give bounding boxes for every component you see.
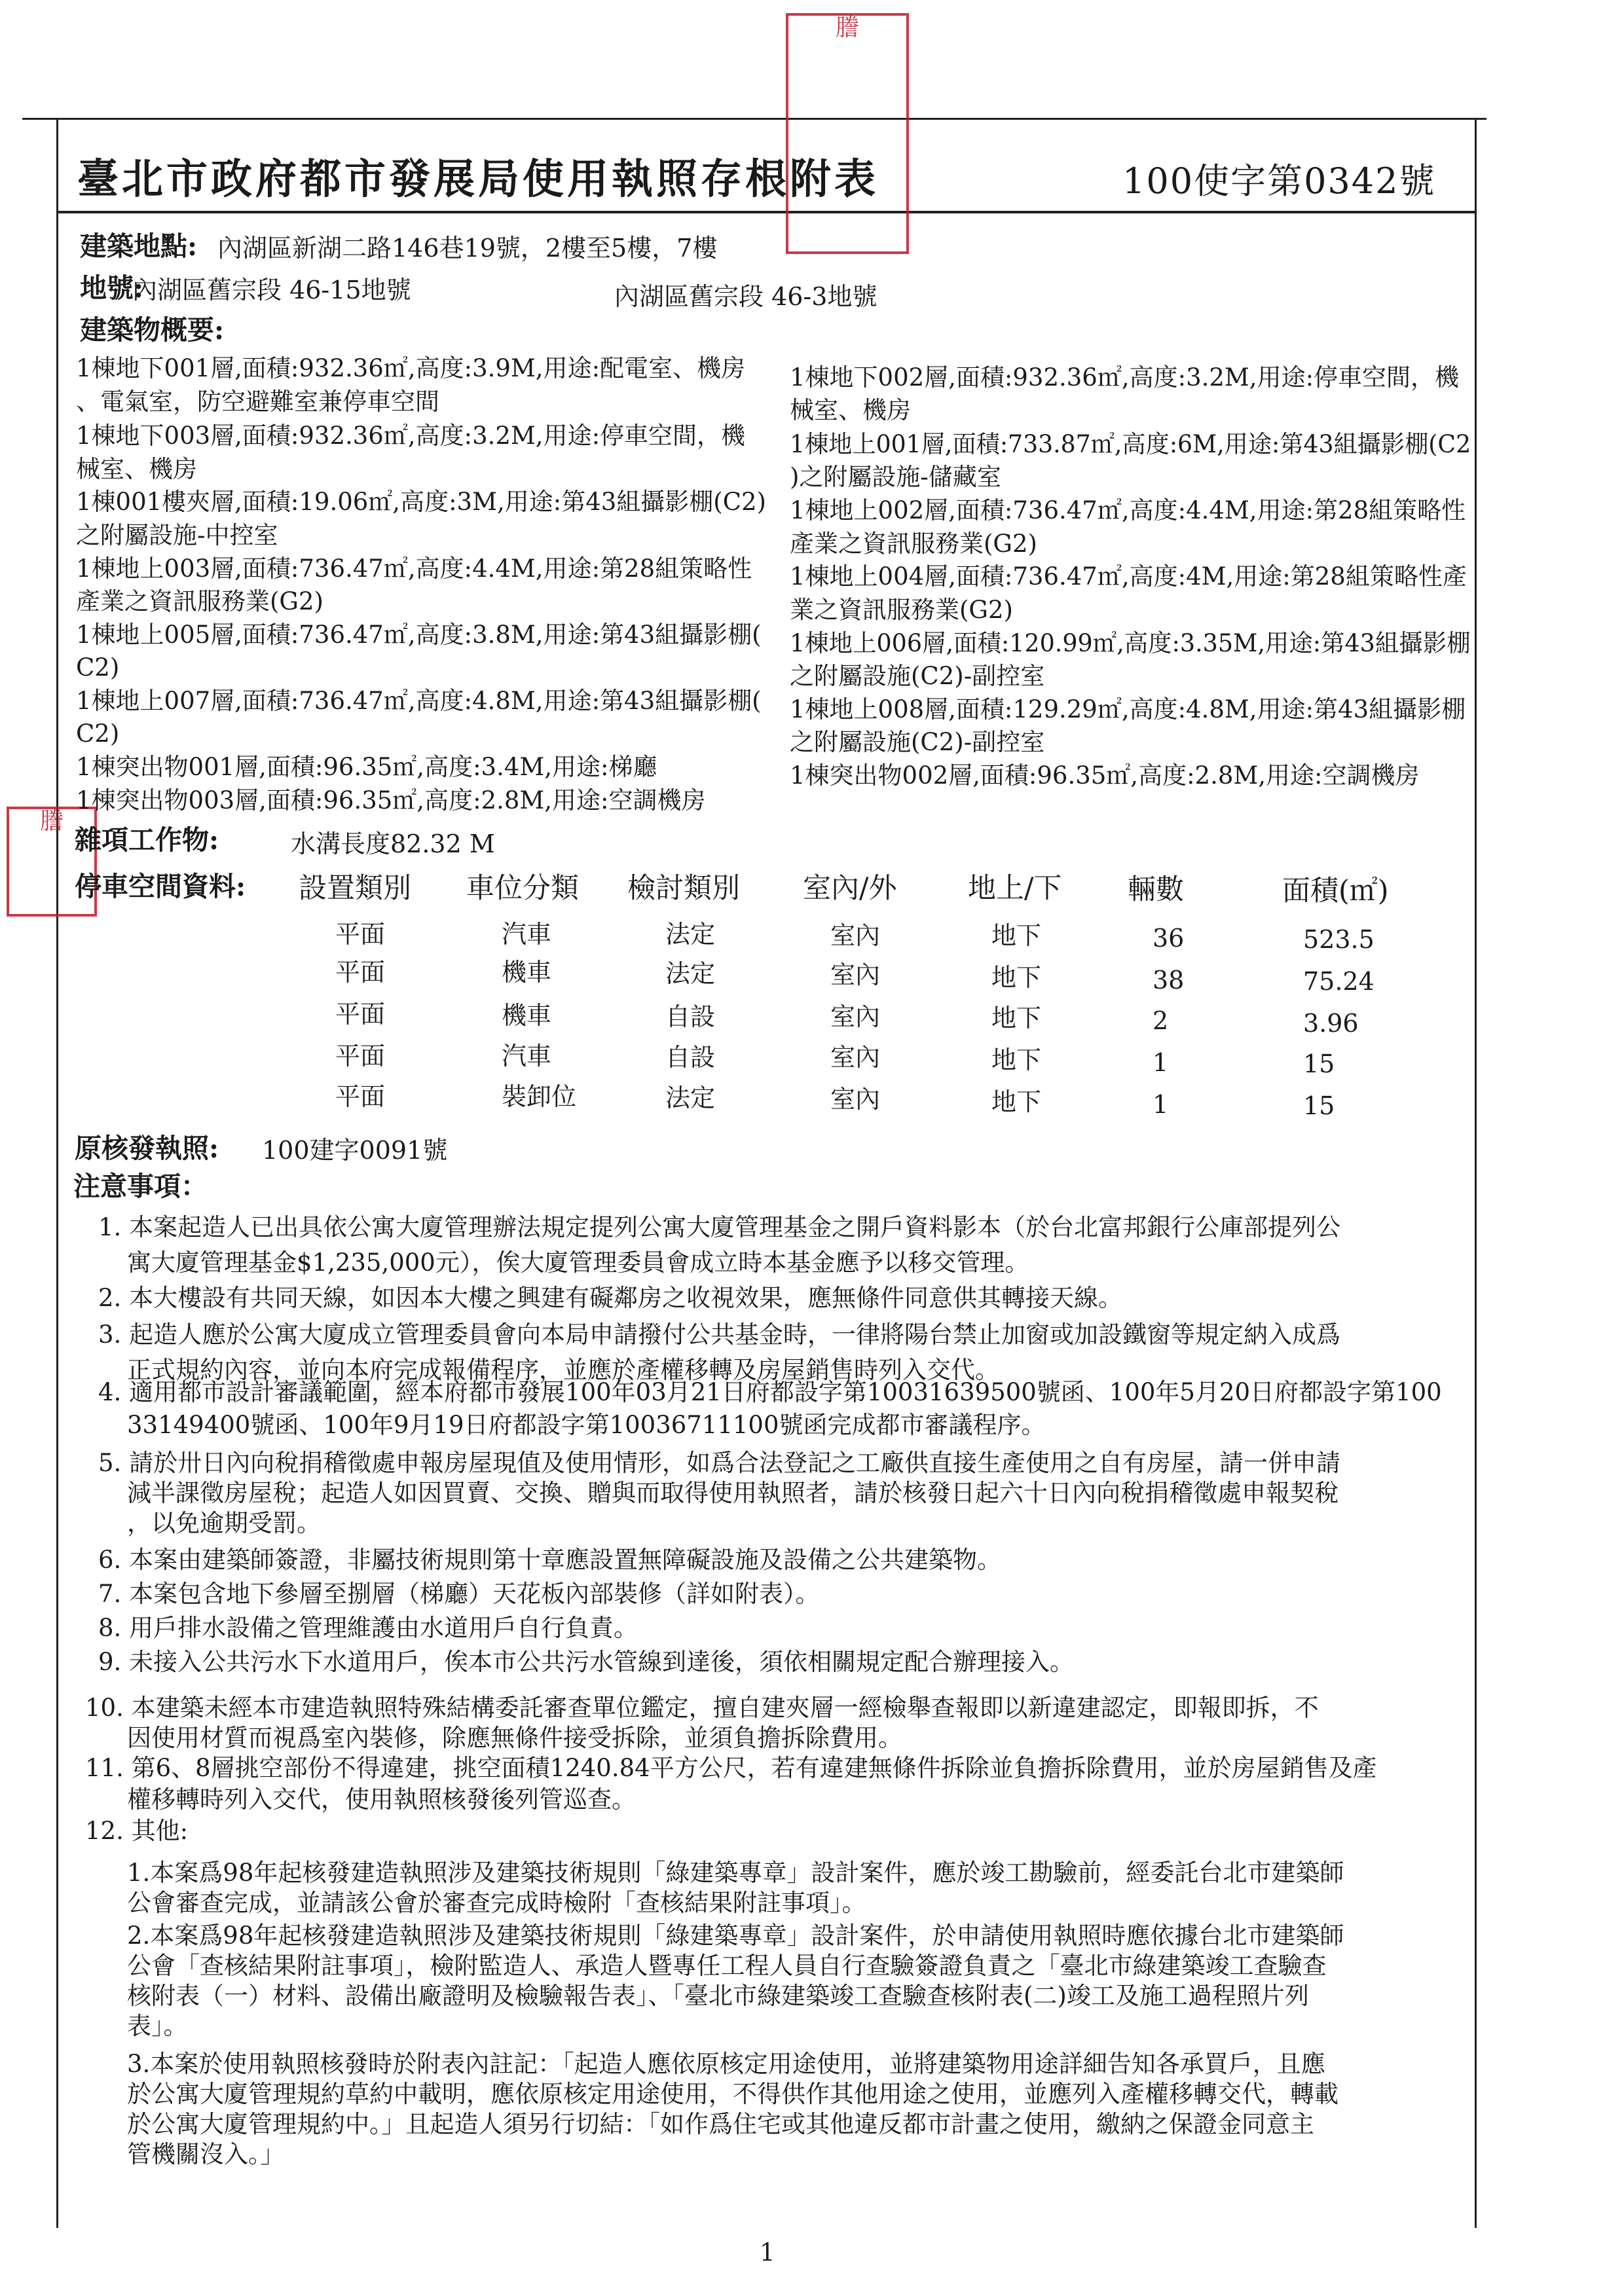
summary-left-line: 1棟地上005層,面積:736.47㎡,高度:3.8M,用途:第43組攝影棚( bbox=[76, 621, 762, 649]
parking-cell: 室內 bbox=[830, 1085, 881, 1114]
note-line: 核附表（一）材料、設備出廠證明及檢驗報告表」、「臺北市綠建築竣工查驗查核附表(二)竣工及施工過程照片列 bbox=[127, 1982, 1309, 2010]
note-line: 於公寓大廈管理規約草約中載明，應依原核定用途使用，不得供作其他用途之使用，並應列入產權移轉交代，轉載 bbox=[127, 2080, 1338, 2108]
parking-cell: 523.5 bbox=[1303, 925, 1375, 954]
summary-left-line: C2) bbox=[76, 720, 120, 748]
parking-cell: 自設 bbox=[665, 1043, 716, 1072]
parking-header-cell: 輛數 bbox=[1128, 873, 1184, 906]
parking-cell: 地下 bbox=[991, 1087, 1042, 1116]
summary-left-line: 1棟地下003層,面積:932.36㎡,高度:3.2M,用途:停車空間，機 bbox=[76, 422, 746, 450]
parking-cell: 汽車 bbox=[502, 1042, 552, 1070]
parking-cell: 法定 bbox=[665, 920, 716, 949]
summary-left-line: 、電氣室，防空避難室兼停車空間 bbox=[76, 388, 439, 416]
parking-header-cell: 室內/外 bbox=[803, 872, 897, 905]
note-line: 2.本案爲98年起核發建造執照涉及建築技術規則「綠建築專章」設計案件，於申請使用執照時應依據台北市建築師 bbox=[127, 1922, 1344, 1950]
parking-cell: 機車 bbox=[502, 1001, 552, 1030]
note-line: 3.本案於使用執照核發時於附表內註記：「起造人應依原核定用途使用，並將建築物用途詳細告知各承買戶，且應 bbox=[127, 2050, 1325, 2078]
note-line: 權移轉時列入交代，使用執照核發後列管巡查。 bbox=[127, 1785, 636, 1813]
parking-cell: 室內 bbox=[830, 1043, 881, 1072]
summary-left-line: 械室、機房 bbox=[76, 455, 197, 483]
summary-right-line: 械室、機房 bbox=[790, 396, 911, 424]
summary-left-line: 1棟001樓夾層,面積:19.06㎡,高度:3M,用途:第43組攝影棚(C2) bbox=[76, 488, 766, 516]
parking-cell: 2 bbox=[1153, 1006, 1169, 1035]
parking-cell: 1 bbox=[1153, 1090, 1169, 1119]
frame-top bbox=[22, 118, 1486, 120]
misc-value: 水溝長度82.32 M bbox=[291, 829, 495, 858]
summary-right-line: )之附屬設施-儲藏室 bbox=[790, 463, 1001, 491]
parking-label: 停車空間資料: bbox=[75, 871, 246, 902]
note-line: 1. 本案起造人已出具依公寓大廈管理辦法規定提列公寓大廈管理基金之開戶資料影本（於台北富邦銀行公庫部提列公 bbox=[98, 1213, 1341, 1241]
note-line: ，以免逾期受罰。 bbox=[127, 1509, 321, 1537]
parking-cell: 地下 bbox=[991, 1046, 1042, 1074]
parking-cell: 3.96 bbox=[1303, 1009, 1359, 1038]
note-line: 正式規約內容，並向本府完成報備程序，並應於產權移轉及房屋銷售時列入交代。 bbox=[127, 1356, 999, 1384]
note-line: 公會「查核結果附註事項」，檢附監造人、承造人暨專任工程人員自行查驗簽證負責之「臺北市綠建築竣工查驗查 bbox=[127, 1952, 1327, 1980]
lot-value-1: 內湖區舊宗段 46-15地號 bbox=[132, 276, 411, 304]
summary-right-line: 業之資訊服務業(G2) bbox=[790, 596, 1013, 624]
lot-label: 地號: bbox=[80, 272, 144, 304]
note-line: 6. 本案由建築師簽證，非屬技術規則第十章應設置無障礙設施及設備之公共建築物。 bbox=[98, 1546, 1002, 1574]
note-line: 2. 本大樓設有共同天線，如因本大樓之興建有礙鄰房之收視效果，應無條件同意供其轉接天線。 bbox=[98, 1284, 1123, 1312]
lot-value-2: 內湖區舊宗段 46-3地號 bbox=[614, 282, 877, 311]
note-line: 9. 未接入公共污水下水道用戶，俟本市公共污水管線到達後，須依相關規定配合辦理接入。 bbox=[98, 1648, 1075, 1676]
summary-right-line: 1棟地上006層,面積:120.99㎡,高度:3.35M,用途:第43組攝影棚 bbox=[790, 629, 1471, 657]
parking-cell: 法定 bbox=[665, 1084, 716, 1112]
summary-left-line: 1棟地上007層,面積:736.47㎡,高度:4.8M,用途:第43組攝影棚( bbox=[76, 687, 762, 715]
note-line: 8. 用戶排水設備之管理維護由水道用戶自行負責。 bbox=[98, 1614, 638, 1642]
seal-stamp-top: 謄 bbox=[786, 13, 909, 254]
parking-cell: 裝卸位 bbox=[502, 1082, 577, 1111]
parking-cell: 38 bbox=[1153, 966, 1185, 994]
parking-cell: 75.24 bbox=[1303, 967, 1375, 996]
summary-right-line: 1棟地下002層,面積:932.36㎡,高度:3.2M,用途:停車空間，機 bbox=[790, 363, 1460, 392]
summary-right-line: 產業之資訊服務業(G2) bbox=[790, 530, 1037, 558]
note-line: 減半課徵房屋稅；起造人如因買賣、交換、贈與而取得使用執照者，請於核發日起六十日內向稅捐稽徵處申報契稅 bbox=[127, 1479, 1338, 1507]
parking-cell: 地下 bbox=[991, 921, 1042, 950]
parking-cell: 室內 bbox=[830, 1002, 881, 1031]
parking-header-cell: 檢討類別 bbox=[627, 872, 740, 905]
parking-cell: 1 bbox=[1153, 1048, 1169, 1077]
page-number: 1 bbox=[760, 2238, 775, 2267]
note-line: 10. 本建築未經本市建造執照特殊結構委託審查單位鑑定，擅自建夾層一經檢舉查報即以新違建認定，即報即拆，不 bbox=[85, 1694, 1319, 1722]
parking-header-cell: 面積(㎡) bbox=[1282, 875, 1389, 907]
summary-right-line: 之附屬設施(C2)-副控室 bbox=[790, 662, 1045, 690]
frame-right bbox=[1475, 120, 1477, 2228]
note-line: 公會審查完成，並請該公會於審查完成時檢附「查核結果附註事項」。 bbox=[127, 1889, 866, 1917]
permit-number: 100使字第0342號 bbox=[1122, 160, 1436, 202]
note-line: 7. 本案包含地下參層至捌層（梯廳）天花板內部裝修（詳如附表）。 bbox=[98, 1580, 820, 1608]
summary-left-line: 1棟突出物001層,面積:96.35㎡,高度:3.4M,用途:梯廳 bbox=[76, 753, 657, 781]
parking-cell: 36 bbox=[1153, 924, 1185, 953]
summary-left-line: 產業之資訊服務業(G2) bbox=[76, 587, 323, 615]
parking-cell: 室內 bbox=[830, 921, 881, 950]
summary-left-line: C2) bbox=[76, 653, 120, 682]
header-underline bbox=[56, 211, 1475, 213]
summary-right-line: 1棟地上008層,面積:129.29㎡,高度:4.8M,用途:第43組攝影棚 bbox=[790, 695, 1466, 723]
parking-cell: 平面 bbox=[335, 1042, 386, 1070]
parking-cell: 機車 bbox=[502, 958, 552, 987]
parking-header-cell: 地上/下 bbox=[968, 872, 1062, 905]
note-line: 因使用材質而視爲室內裝修，除應無條件接受拆除，並須負擔拆除費用。 bbox=[127, 1724, 902, 1752]
summary-left-line: 1棟突出物003層,面積:96.35㎡,高度:2.8M,用途:空調機房 bbox=[76, 786, 706, 814]
note-line: 管機關沒入。」 bbox=[127, 2140, 285, 2168]
original-permit-value: 100建字0091號 bbox=[262, 1136, 448, 1165]
note-line: 1.本案爲98年起核發建造執照涉及建築技術規則「綠建築專章」設計案件，應於竣工勘驗前，經委託台北市建築師 bbox=[127, 1859, 1344, 1887]
parking-cell: 法定 bbox=[665, 959, 716, 988]
note-line: 3. 起造人應於公寓大廈成立管理委員會向本局申請撥付公共基金時，一律將陽台禁止加窗或加設鐵窗等規定納入成爲 bbox=[98, 1321, 1341, 1349]
note-line: 12. 其他: bbox=[85, 1817, 189, 1845]
parking-cell: 平面 bbox=[335, 1082, 386, 1111]
parking-cell: 平面 bbox=[335, 1000, 386, 1029]
parking-cell: 平面 bbox=[335, 920, 386, 949]
original-permit-label: 原核發執照: bbox=[75, 1133, 219, 1164]
misc-label: 雜項工作物: bbox=[75, 824, 219, 856]
summary-right-line: 之附屬設施(C2)-副控室 bbox=[790, 728, 1045, 756]
summary-right-line: 1棟突出物002層,面積:96.35㎡,高度:2.8M,用途:空調機房 bbox=[790, 761, 1420, 790]
note-line: 4. 適用都市設計審議範圍，經本府都市發展100年03月21日府都設字第10031639500號函、100年5月20日府都設字第100 bbox=[98, 1378, 1442, 1406]
note-line: 11. 第6、8層挑空部份不得違建，挑空面積1240.84平方公尺，若有違建無條件拆除並負擔拆除費用，並於房屋銷售及產 bbox=[85, 1754, 1377, 1782]
parking-header-cell: 設置類別 bbox=[299, 872, 411, 905]
parking-cell: 平面 bbox=[335, 958, 386, 987]
parking-cell: 自設 bbox=[665, 1002, 716, 1031]
summary-left-line: 1棟地下001層,面積:932.36㎡,高度:3.9M,用途:配電室、機房 bbox=[76, 354, 746, 382]
parking-header-cell: 車位分類 bbox=[466, 872, 579, 905]
summary-right-line: 1棟地上002層,面積:736.47㎡,高度:4.4M,用途:第28組策略性 bbox=[790, 496, 1466, 524]
note-line: 表」。 bbox=[127, 2012, 188, 2040]
note-line: 33149400號函、100年9月19日府都設字第10036711100號函完成都市審議程序。 bbox=[127, 1411, 1046, 1439]
parking-cell: 室內 bbox=[830, 960, 881, 989]
seal-stamp-left: 謄 bbox=[7, 807, 97, 917]
summary-right-line: 1棟地上001層,面積:733.87㎡,高度:6M,用途:第43組攝影棚(C2 bbox=[790, 430, 1471, 458]
summary-left-line: 1棟地上003層,面積:736.47㎡,高度:4.4M,用途:第28組策略性 bbox=[76, 555, 752, 583]
frame-left bbox=[56, 120, 58, 2228]
summary-label: 建築物概要: bbox=[80, 314, 225, 346]
parking-cell: 地下 bbox=[991, 963, 1042, 992]
parking-cell: 15 bbox=[1303, 1049, 1335, 1078]
parking-cell: 地下 bbox=[991, 1004, 1042, 1032]
note-line: 於公寓大廈管理規約中。」且起造人須另行切結：「如作爲住宅或其他違反都市計畫之使用，繳納之保證金同意主 bbox=[127, 2110, 1314, 2138]
note-line: 5. 請於卅日內向稅捐稽徵處申報房屋現值及使用情形，如爲合法登記之工廠供直接生產使用之自有房屋，請一併申請 bbox=[98, 1449, 1341, 1477]
site-value: 內湖區新湖二路146巷19號，2樓至5樓，7樓 bbox=[217, 234, 718, 263]
summary-right-line: 1棟地上004層,面積:736.47㎡,高度:4M,用途:第28組策略性產 bbox=[790, 562, 1467, 591]
notes-label: 注意事項： bbox=[73, 1171, 208, 1202]
parking-cell: 汽車 bbox=[502, 920, 552, 949]
site-label: 建築地點: bbox=[80, 230, 198, 262]
note-line: 寓大廈管理基金$1,235,000元），俟大廈管理委員會成立時本基金應予以移交管理。 bbox=[127, 1248, 1029, 1277]
parking-cell: 15 bbox=[1303, 1091, 1335, 1120]
page-title: 臺北市政府都市發展局使用執照存根附表 bbox=[77, 155, 879, 203]
summary-left-line: 之附屬設施-中控室 bbox=[76, 521, 278, 549]
